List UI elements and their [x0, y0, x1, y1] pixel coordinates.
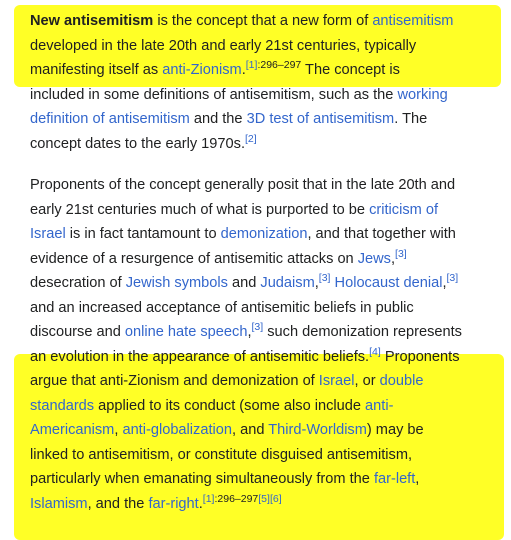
link-israel[interactable]: Israel	[318, 373, 355, 389]
citation-2[interactable]: [2]	[245, 132, 257, 145]
link-demonization[interactable]: demonization	[220, 226, 308, 242]
link-islamism[interactable]: Islamism	[30, 495, 88, 512]
link-anti-globalization[interactable]: anti-globalization	[122, 422, 232, 438]
link-working-definition[interactable]: working	[397, 86, 448, 103]
link-anti-zionism[interactable]: anti-Zionism	[162, 62, 242, 78]
citation-3[interactable]: [3]	[318, 272, 331, 284]
link-anti-americanism[interactable]: anti-	[365, 397, 394, 414]
citation-5[interactable]: [5]	[258, 492, 270, 505]
paragraph-proponents: Proponents of the concept generally posit that in the late 20th and early 21st centuries much of what is purported to be criticism of Israel is in fact tantamount to demonization, and that together with evidence of a resurgence of antisemitic attacks on Jews,[3] desecration of Jewish symbols and Judaism,[3] Holocaust denial,[3] and an increased acceptance of antisemitic beliefs in public discourse and online hate speech,[3] such demonization represents an evolution in the appearance of antisemitic beliefs.[4] Proponents argue that anti-Zionism and demonization of Israel, or double standards applied to its conduct (some also include anti- Americanism, anti-globalization, and Third-Worldism) may be linked to antisemitism, or constitute disguised antisemitism, particularly when emanating simultaneously from the far-left, Islamism, and the far-right.[1]:296–297[5][6]	[30, 177, 462, 512]
link-holocaust-denial[interactable]: Holocaust denial	[334, 275, 443, 291]
citation-3[interactable]: [3]	[446, 272, 459, 284]
citation-3[interactable]: [3]	[395, 247, 407, 260]
citation-3[interactable]: [3]	[251, 321, 264, 333]
link-antisemitism[interactable]: antisemitism	[372, 13, 454, 29]
link-criticism-of-israel[interactable]: criticism of	[369, 201, 438, 218]
link-working-definition-cont[interactable]: definition of antisemitism	[30, 111, 190, 127]
link-criticism-of-israel-cont[interactable]: Israel	[30, 226, 66, 242]
citation-1[interactable]: [1]:296–297	[245, 59, 302, 71]
citation-4[interactable]: [4]	[369, 345, 381, 358]
link-online-hate-speech[interactable]: online hate speech	[124, 324, 248, 340]
citation-6[interactable]: [6]	[269, 492, 282, 505]
link-jewish-symbols[interactable]: Jewish symbols	[125, 275, 228, 291]
term-new-antisemitism: New antisemitism	[30, 13, 154, 29]
link-3d-test[interactable]: 3D test of antisemitism	[246, 111, 395, 127]
citation-1[interactable]: [1]:296–297	[202, 492, 259, 505]
link-jews[interactable]: Jews	[357, 250, 391, 267]
link-third-worldism[interactable]: Third-Worldism	[268, 422, 367, 438]
link-far-left[interactable]: far-left	[373, 471, 416, 487]
paragraph-intro: New antisemitism is the concept that a new form of antisemitism developed in the late 20th and early 21st centuries, typically manifesting itself as anti-Zionism.$^{[1]:296-297}$ The concept is included in some definitions of antisemitism, such as the working definition of antisemitism and the 3D test of antisemitism. The concept dates to the early 1970s.[2]	[30, 13, 454, 152]
link-far-right[interactable]: far-right	[148, 495, 199, 512]
link-judaism[interactable]: Judaism	[260, 275, 315, 291]
link-double-standards-cont[interactable]: standards	[30, 397, 95, 414]
link-double-standards[interactable]: double	[379, 373, 424, 389]
link-anti-americanism-cont[interactable]: Americanism	[30, 422, 115, 438]
